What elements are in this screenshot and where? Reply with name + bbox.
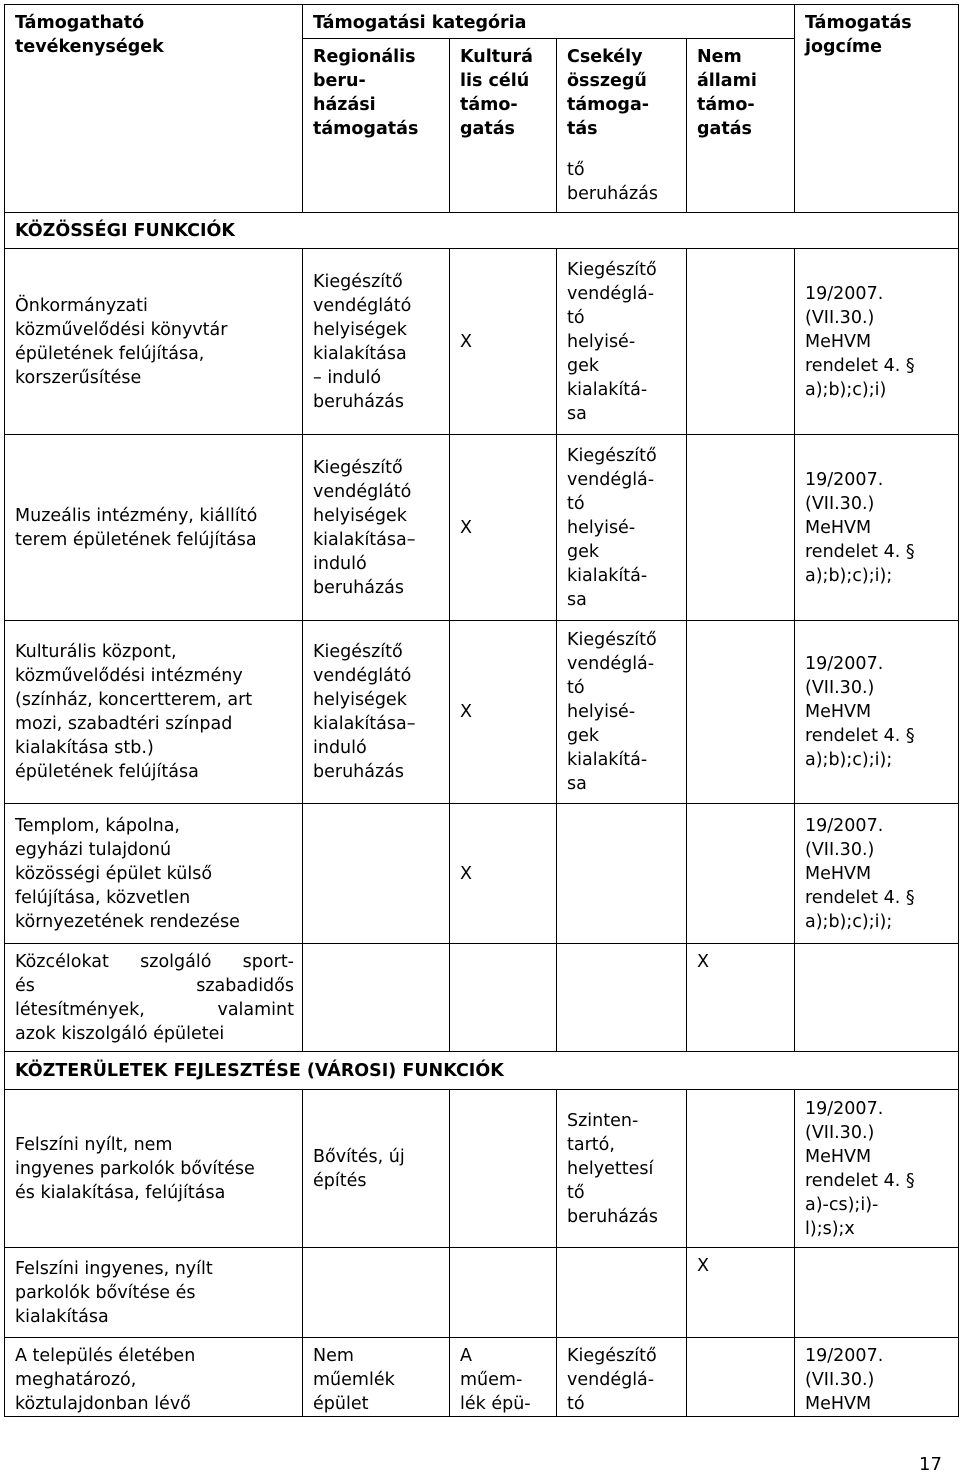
small-cell: Kiegészítő vendéglá- tó helyisé- gek kialakítá- sa <box>557 435 687 621</box>
table-row <box>5 249 959 435</box>
activity-cell: Templom, kápolna, egyházi tulajdonú közösségi épület külső felújítása, közvetlen környezetének rendezése <box>5 804 303 944</box>
small-cell: Kiegészítő vendéglá- tó <box>557 1338 687 1417</box>
activity-cell: A település életében meghatározó, köztulajdonban lévő <box>5 1338 303 1417</box>
support-table <box>4 4 959 1417</box>
nonstate-cell: X <box>687 1248 795 1338</box>
regional-cell <box>303 804 450 944</box>
cultural-cell <box>450 1248 557 1338</box>
legal-cell: 19/2007. (VII.30.) MeHVM <box>795 1338 959 1417</box>
cultural-cell: X <box>450 249 557 435</box>
small-cell <box>557 804 687 944</box>
cultural-cell <box>450 1090 557 1248</box>
nonstate-cell <box>687 1090 795 1248</box>
table-row <box>5 944 959 1052</box>
regional-cell <box>303 1248 450 1338</box>
legal-cell: 19/2007. (VII.30.) MeHVM rendelet 4. § a);b);c);i); <box>795 435 959 621</box>
table-row <box>5 1338 959 1417</box>
legal-cell: 19/2007. (VII.30.) MeHVM rendelet 4. § a);b);c);i) <box>795 249 959 435</box>
activity-cell: Önkormányzati közművelődési könyvtár épületének felújítása, korszerűsítése <box>5 249 303 435</box>
legal-cell: 19/2007. (VII.30.) MeHVM rendelet 4. § a);b);c);i); <box>795 804 959 944</box>
nonstate-cell <box>687 1338 795 1417</box>
nonstate-cell <box>687 249 795 435</box>
legal-cell: 19/2007. (VII.30.) MeHVM rendelet 4. § a)-cs);i)- l);s);x <box>795 1090 959 1248</box>
cultural-cell: A műem- lék épü- <box>450 1338 557 1417</box>
legal-cell <box>795 1248 959 1338</box>
section-community: KÖZÖSSÉGI FUNKCIÓK <box>5 213 959 249</box>
regional-cell: Kiegészítő vendéglátó helyiségek kialakítása– induló beruházás <box>303 435 450 621</box>
nonstate-cell <box>687 804 795 944</box>
page-number: 17 <box>919 1454 942 1475</box>
regional-cell: Bővítés, új építés <box>303 1090 450 1248</box>
regional-cell: Kiegészítő vendéglátó helyiségek kialakítása – induló beruházás <box>303 249 450 435</box>
table-row <box>5 435 959 621</box>
activity-cell: Felszíni ingyenes, nyílt parkolók bővítése és kialakítása <box>5 1248 303 1338</box>
nonstate-cell <box>687 435 795 621</box>
nonstate-cell: X <box>687 944 795 1052</box>
section-public-spaces: KÖZTERÜLETEK FEJLESZTÉSE (VÁROSI) FUNKCIÓK <box>5 1052 959 1090</box>
table-row <box>5 621 959 804</box>
table-row <box>5 1090 959 1248</box>
legal-cell <box>795 944 959 1052</box>
small-cell: Kiegészítő vendéglá- tó helyisé- gek kialakítá- sa <box>557 249 687 435</box>
cultural-cell: X <box>450 804 557 944</box>
activity-cell: Kulturális központ, közművelődési intézmény (színház, koncertterem, art mozi, szabadtéri színpad kialakítása stb.) épületének felújítása <box>5 621 303 804</box>
activity-cell: Felszíni nyílt, nem ingyenes parkolók bővítése és kialakítása, felújítása <box>5 1090 303 1248</box>
header-activity: Támogatható tevékenységek <box>5 5 303 213</box>
regional-cell: Kiegészítő vendéglátó helyiségek kialakítása– induló beruházás <box>303 621 450 804</box>
activity-cell: Muzeális intézmény, kiállító terem épületének felújítása <box>5 435 303 621</box>
small-cell: Kiegészítő vendéglá- tó helyisé- gek kialakítá- sa <box>557 621 687 804</box>
small-cell: Szinten- tartó, helyettesí tő beruházás <box>557 1090 687 1248</box>
header-regional: Regionális beru- házási támogatás <box>303 39 450 213</box>
small-cell <box>557 944 687 1052</box>
cultural-cell: X <box>450 435 557 621</box>
header-category: Támogatási kategória <box>303 5 795 39</box>
header-small: Csekély összegű támoga- tás <box>557 39 687 153</box>
table-row <box>5 804 959 944</box>
small-cell <box>557 1248 687 1338</box>
regional-cell: Nem műemlék épület <box>303 1338 450 1417</box>
table-row <box>5 1248 959 1338</box>
regional-cell <box>303 944 450 1052</box>
legal-cell: 19/2007. (VII.30.) MeHVM rendelet 4. § a);b);c);i); <box>795 621 959 804</box>
activity-cell: Közcélokat szolgáló sport- és szabadidős létesítmények, valamint azok kiszolgáló épületei <box>5 944 303 1052</box>
nonstate-cell <box>687 621 795 804</box>
header-nonstate: Nem állami támo- gatás <box>687 39 795 213</box>
cultural-cell: X <box>450 621 557 804</box>
header-small-cont: tő beruházás <box>557 153 687 213</box>
cultural-cell <box>450 944 557 1052</box>
header-legal: Támogatás jogcíme <box>795 5 959 213</box>
header-cultural: Kulturá lis célú támo- gatás <box>450 39 557 213</box>
